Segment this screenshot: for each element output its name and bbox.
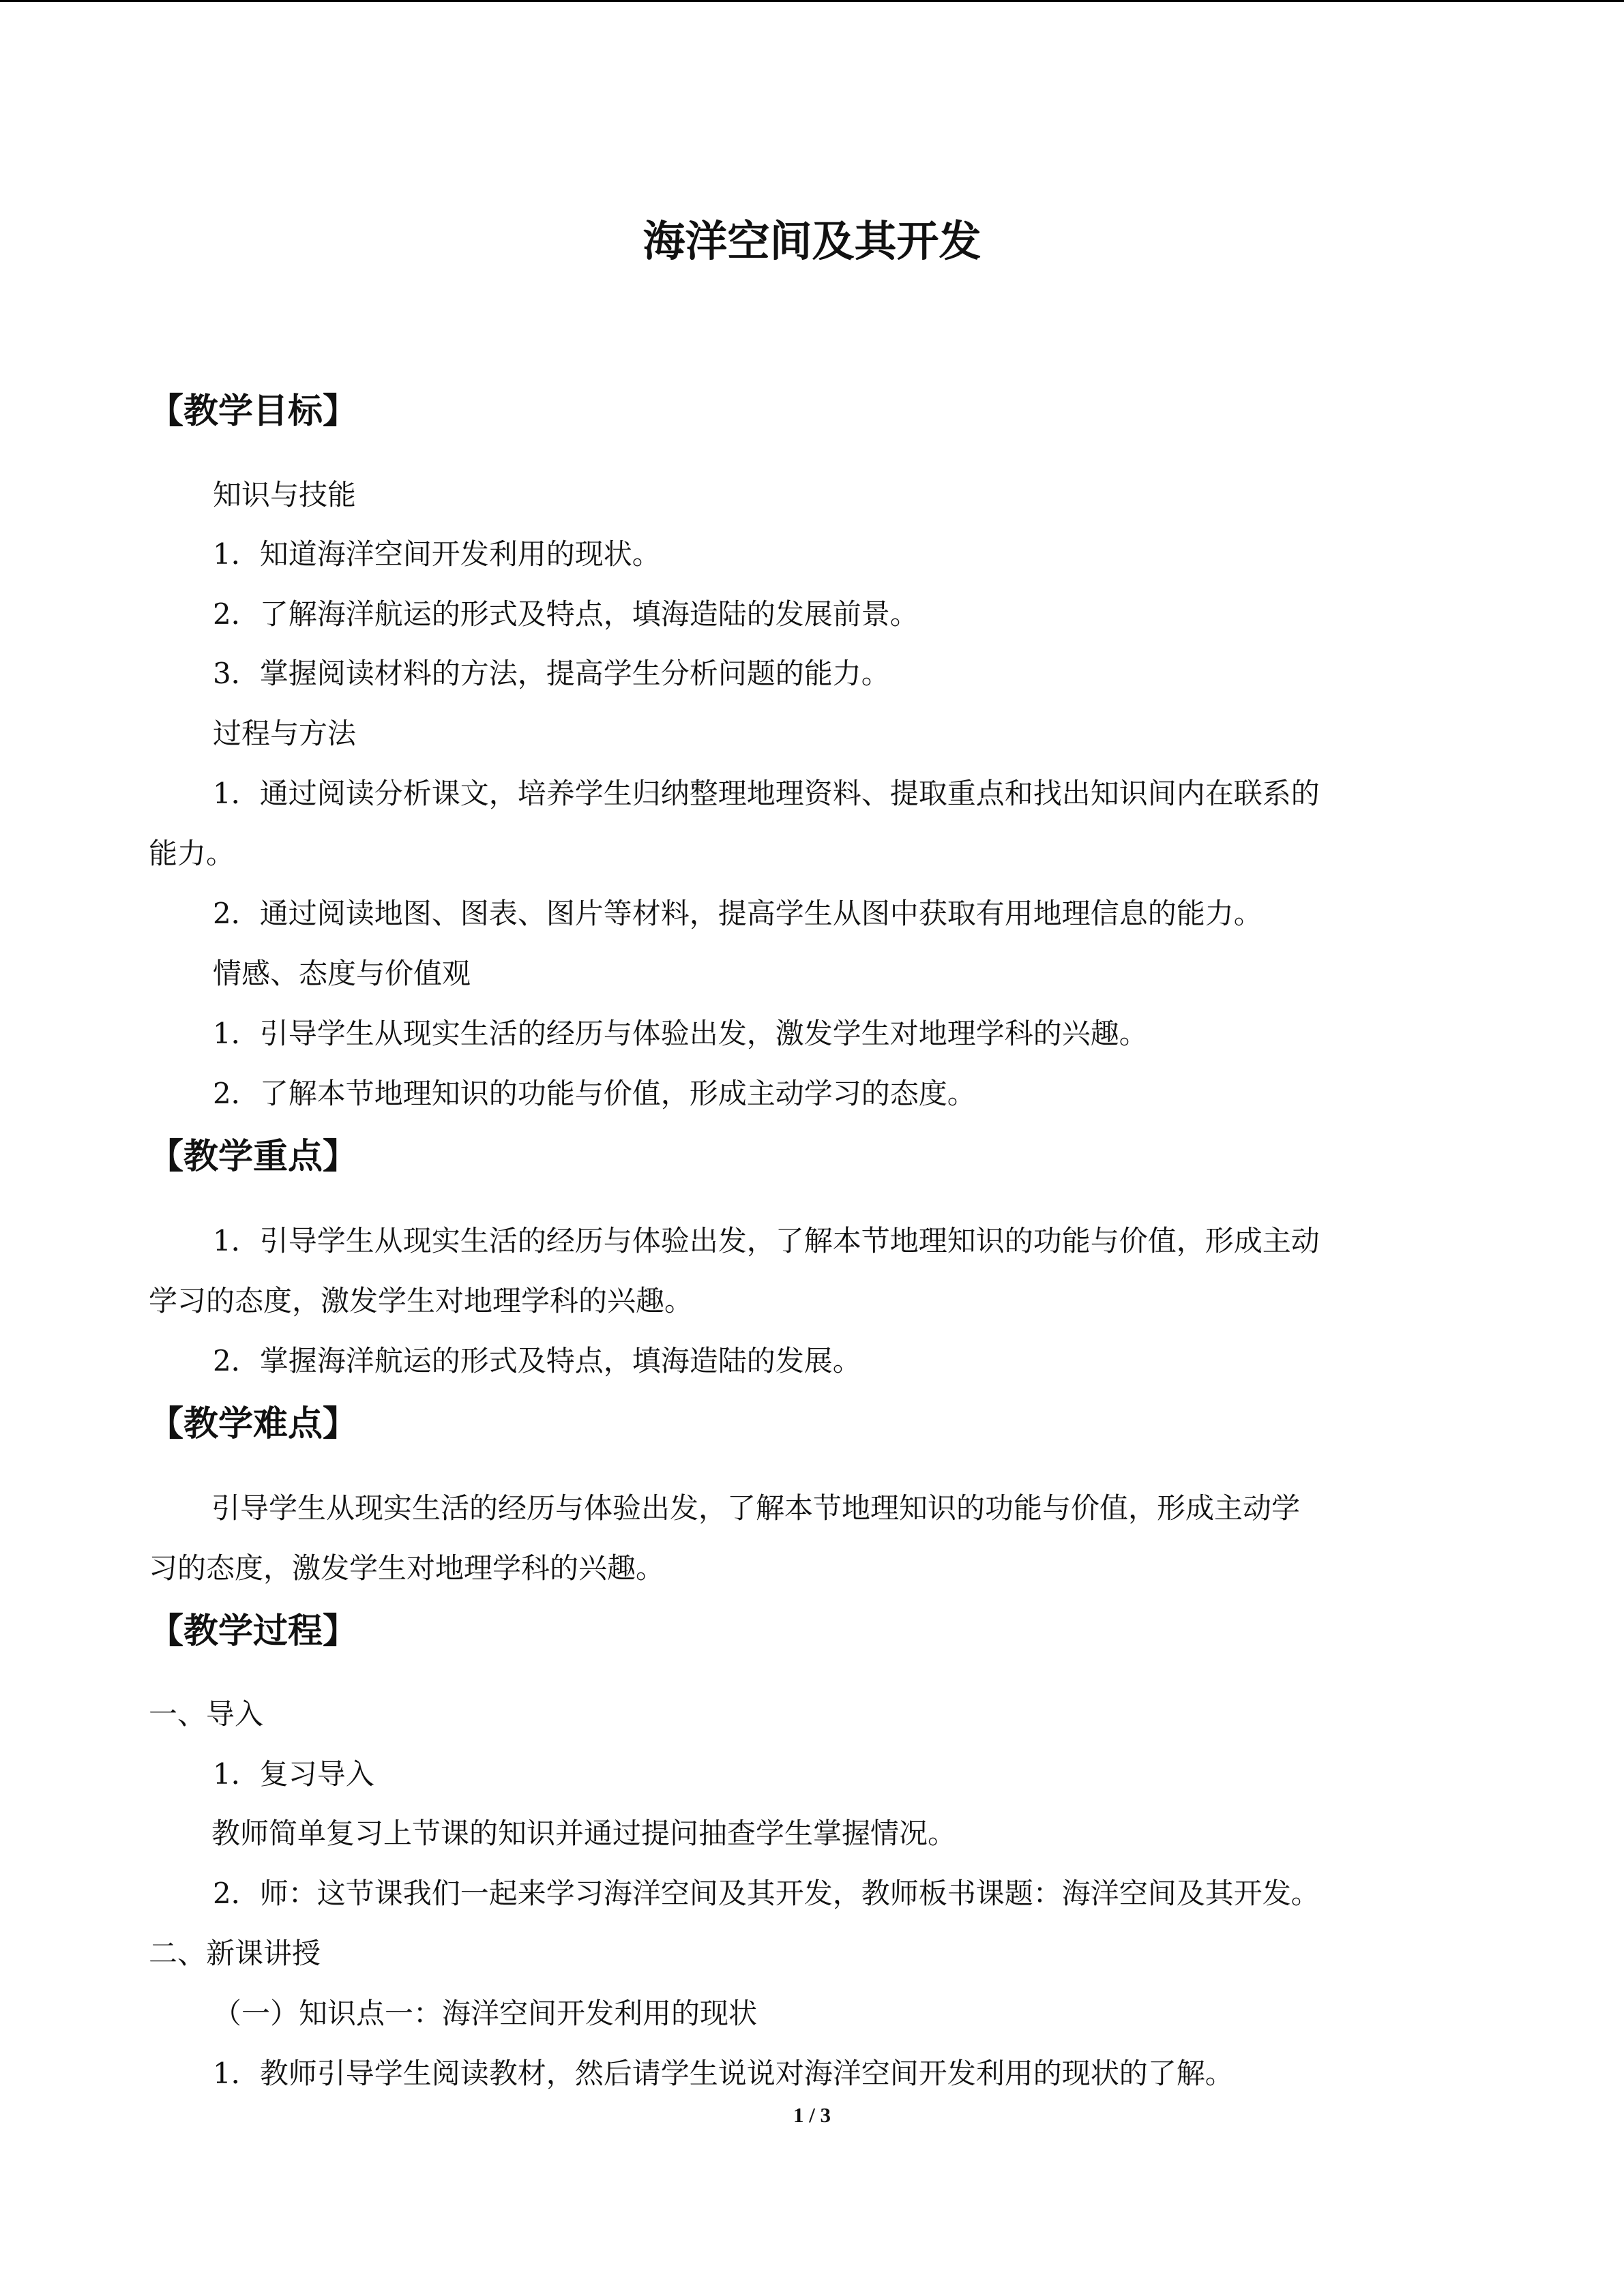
knowledge-item-2: 2．了解海洋航运的形式及特点，填海造陆的发展前景。 bbox=[213, 597, 919, 631]
difficulty-line-1: 引导学生从现实生活的经历与体验出发，了解本节地理知识的功能与价值，形成主动学 bbox=[211, 1491, 1301, 1525]
process-methods-label: 过程与方法 bbox=[213, 717, 357, 750]
intro-item-1-text: 教师简单复习上节课的知识并通过提问抽查学生掌握情况。 bbox=[211, 1817, 957, 1850]
emotion-values-label: 情感、态度与价值观 bbox=[213, 957, 471, 990]
objectives-heading: 【教学目标】 bbox=[149, 391, 358, 432]
knowledge-item-1: 1．知道海洋空间开发利用的现状。 bbox=[213, 537, 661, 571]
part-new-lesson-heading: 二、新课讲授 bbox=[149, 1937, 321, 1970]
emotion-item-1: 1．引导学生从现实生活的经历与体验出发，激发学生对地理学科的兴趣。 bbox=[213, 1017, 1148, 1050]
key-point-1-line-1: 1．引导学生从现实生活的经历与体验出发，了解本节地理知识的功能与价值，形成主动 bbox=[213, 1224, 1320, 1257]
intro-item-1: 1．复习导入 bbox=[213, 1757, 374, 1791]
part-intro-heading: 一、导入 bbox=[149, 1697, 264, 1731]
intro-item-2: 2．师：这节课我们一起来学习海洋空间及其开发，教师板书课题：海洋空间及其开发。 bbox=[213, 1877, 1320, 1910]
difficulty-line-2: 习的态度，激发学生对地理学科的兴趣。 bbox=[149, 1551, 665, 1585]
process-item-1-line-1: 1．通过阅读分析课文，培养学生归纳整理地理资料、提取重点和找出知识间内在联系的 bbox=[213, 777, 1320, 810]
emotion-item-2: 2．了解本节地理知识的功能与价值，形成主动学习的态度。 bbox=[213, 1077, 976, 1110]
page-title: 海洋空间及其开发 bbox=[643, 216, 981, 266]
knowledge-point-one-heading: （一）知识点一：海洋空间开发利用的现状 bbox=[213, 1997, 758, 2030]
difficulties-heading: 【教学难点】 bbox=[149, 1404, 358, 1444]
process-item-2: 2．通过阅读地图、图表、图片等材料，提高学生从图中获取有用地理信息的能力。 bbox=[213, 897, 1263, 930]
page-number: 1 / 3 bbox=[793, 2103, 831, 2127]
key-points-heading: 【教学重点】 bbox=[149, 1137, 358, 1177]
knowledge-skills-label: 知识与技能 bbox=[213, 478, 357, 511]
teaching-process-heading: 【教学过程】 bbox=[149, 1611, 358, 1652]
knowledge-item-3: 3．掌握阅读材料的方法，提高学生分析问题的能力。 bbox=[213, 657, 890, 690]
key-point-2: 2．掌握海洋航运的形式及特点，填海造陆的发展。 bbox=[213, 1344, 861, 1377]
process-item-1-line-2: 能力。 bbox=[149, 837, 235, 870]
knowledge-point-one-item-1: 1．教师引导学生阅读教材，然后请学生说说对海洋空间开发利用的现状的了解。 bbox=[213, 2057, 1234, 2090]
key-point-1-line-2: 学习的态度，激发学生对地理学科的兴趣。 bbox=[149, 1284, 694, 1317]
